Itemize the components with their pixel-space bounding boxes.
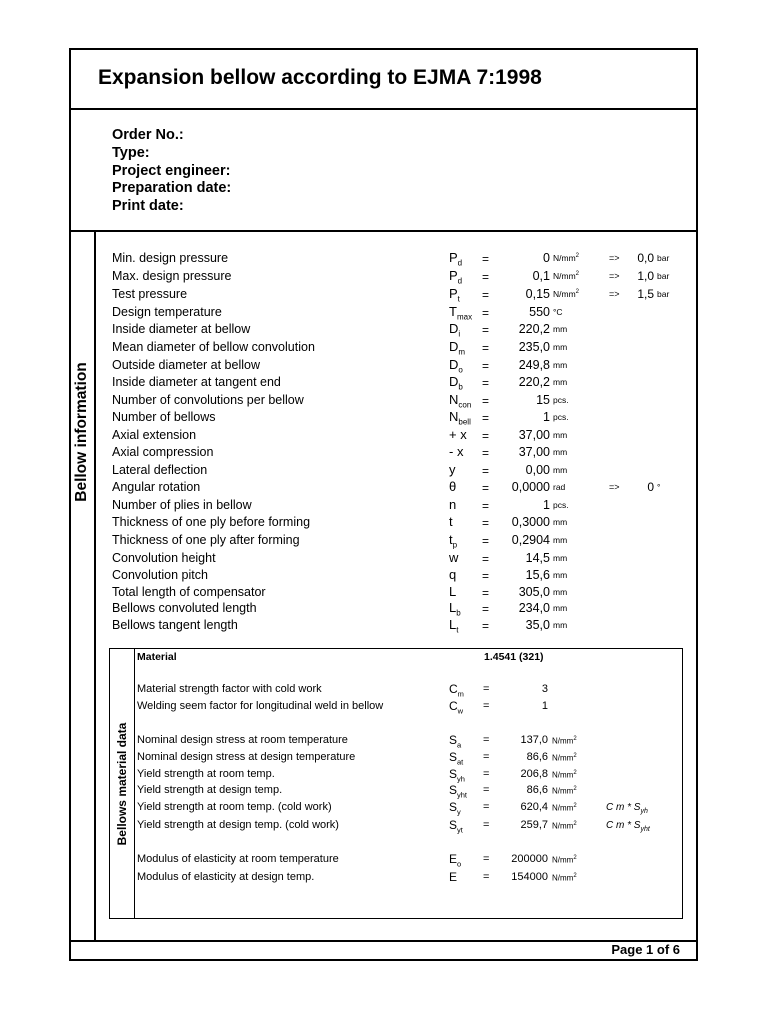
material-row-symbol: $S_{at}$ [449,750,464,767]
row-unit: $N/mm^2$ [553,289,580,299]
row-label: Inside diameter at bellow [112,322,251,336]
row-unit: mm [553,603,568,613]
row-symbol: + x [449,427,467,442]
row-unit: mm [553,620,568,630]
material-row-symbol: $S_a$ [449,733,462,750]
row-value: 220,2 [518,322,550,336]
row-equals: = [482,534,490,548]
row-label: Axial extension [112,428,197,442]
row-unit: °C [553,307,563,317]
section-label-bellows-material-data: Bellows material data [115,722,129,846]
row-unit: pcs. [553,395,569,405]
row-value: 35,0 [525,618,550,632]
material-row-value: 200000 [511,853,548,865]
material-row-unit: $N/mm^2$ [552,873,577,883]
material-row-value: 86,6 [526,784,548,796]
row-unit: mm [553,377,568,387]
row-label: Thickness of one ply before forming [112,515,311,529]
row-equals: = [482,569,490,583]
material-row-equals: = [483,819,490,831]
bellow-row [0,409,768,427]
bellow-row [0,392,768,410]
header-type: Type: [112,145,150,161]
bellow-row [0,497,768,515]
row-unit: mm [553,430,568,440]
row-symbol: t [449,514,453,529]
row-label: Number of plies in bellow [112,498,252,512]
material-row-unit: $N/mm^2$ [552,770,577,780]
material-row-symbol: $S_{yht}$ [449,783,468,800]
header-divider [69,230,698,232]
row-equals: = [482,376,490,390]
material-row-unit: $N/mm^2$ [552,821,577,831]
row-equals: = [482,602,490,616]
material-row [0,750,768,766]
material-row-label: Yield strength at design temp. (cold work) [137,819,339,831]
row-unit: mm [553,517,568,527]
material-row-unit: $N/mm^2$ [552,736,577,746]
row-unit-converted: bar [657,271,670,281]
row-equals: = [482,411,490,425]
material-row-value: 1 [541,700,548,712]
material-row-equals: = [483,853,490,865]
row-label: Lateral deflection [112,463,208,477]
header-project-engineer: Project engineer: [112,163,231,179]
material-row [0,818,768,834]
bellow-row [0,514,768,532]
material-row-label: Modulus of elasticity at design temp. [137,871,315,883]
material-row-unit: $N/mm^2$ [552,786,577,796]
row-value: 0,15 [525,287,550,301]
material-row [0,699,768,715]
material-row-symbol: $S_y$ [449,800,461,817]
row-equals: = [482,586,490,600]
row-equals: = [482,429,490,443]
row-unit: mm [553,324,568,334]
bellow-row [0,374,768,392]
row-value: 234,0 [518,601,550,615]
bellow-row [0,479,768,497]
bellow-row [0,550,768,568]
bellow-row [0,600,768,618]
material-row-symbol: $C_m$ [449,682,464,699]
row-label: Thickness of one ply after forming [112,533,300,547]
row-value: 0,00 [525,463,550,477]
bellow-row [0,427,768,445]
row-value-converted: 1,5 [637,287,654,301]
material-row-label: Nominal design stress at room temperature [137,734,348,746]
material-row-label: Nominal design stress at design temperature [137,751,356,763]
bellow-row [0,617,768,635]
row-symbol: $N_{bell}$ [449,409,471,427]
row-value: 220,2 [518,375,550,389]
row-arrow: => [609,271,620,281]
material-row-value: 259,7 [520,819,548,831]
row-value: 1 [543,410,550,424]
row-unit: $N/mm^2$ [553,271,580,281]
bellow-row [0,357,768,375]
row-label: Angular rotation [112,480,201,494]
material-row-label: Modulus of elasticity at room temperature [137,853,339,865]
row-symbol: - x [449,444,464,459]
row-value-converted: 0 [647,480,654,494]
row-value: 15 [536,393,550,407]
material-row [0,733,768,749]
row-unit: mm [553,447,568,457]
row-unit: mm [553,570,568,580]
material-row-label: Yield strength at room temp. [137,768,275,780]
material-row-value: 206,8 [520,768,548,780]
row-label: Axial compression [112,445,214,459]
section-label-bellow-information: Bellow information [73,362,90,502]
row-symbol: q [449,567,457,582]
row-label: Bellows convoluted length [112,601,257,615]
row-symbol: θ [449,479,457,494]
material-row-value: 3 [541,683,548,695]
row-value: 1 [543,498,550,512]
row-value: 0,1 [532,269,550,283]
row-equals: = [482,481,490,495]
material-row [0,783,768,799]
page-number: Page 1 of 6 [611,942,680,957]
material-row-equals: = [483,700,490,712]
row-unit: mm [553,535,568,545]
row-unit: $N/mm^2$ [553,253,580,263]
row-symbol: y [449,462,456,477]
row-unit: mm [553,553,568,563]
material-row-unit: $N/mm^2$ [552,803,577,813]
bellow-row [0,532,768,550]
row-value: 249,8 [518,358,550,372]
row-equals: = [482,394,490,408]
footer-divider [69,940,698,942]
row-unit: mm [553,360,568,370]
material-row-symbol: $S_{yh}$ [449,767,465,784]
material-row-equals: = [483,751,490,763]
row-value: 235,0 [518,340,550,354]
document-title: Expansion bellow according to EJMA 7:1998 [98,66,542,89]
row-unit: pcs. [553,412,569,422]
row-symbol: $T_{max}$ [449,304,473,322]
row-label: Outside diameter at bellow [112,358,260,372]
row-equals: = [482,270,490,284]
material-row-equals: = [483,871,490,883]
row-label: Design temperature [112,305,222,319]
row-equals: = [482,306,490,320]
bellow-row [0,250,768,268]
material-row-formula: C m * $S_{yht}$ [606,820,650,833]
row-equals: = [482,323,490,337]
header-print-date: Print date: [112,198,184,214]
material-row-unit: $N/mm^2$ [552,855,577,865]
material-row-label: Yield strength at room temp. (cold work) [137,801,332,813]
material-row-equals: = [483,768,490,780]
row-label: Convolution height [112,551,216,565]
row-label: Total length of compensator [112,585,266,599]
bellow-row [0,321,768,339]
row-symbol: $P_d$ [449,250,463,268]
row-symbol: $D_i$ [449,321,461,339]
material-row [0,682,768,698]
material-row-symbol: $E_o$ [449,852,462,869]
row-value: 305,0 [518,585,550,599]
row-arrow: => [609,253,620,263]
bellow-row [0,567,768,585]
material-row-value: 86,6 [526,751,548,763]
bellow-row [0,268,768,286]
row-equals: = [482,252,490,266]
row-label: Inside diameter at tangent end [112,375,281,389]
row-unit-converted: bar [657,289,670,299]
material-row-formula: C m * $S_{yh}$ [606,802,648,815]
row-value-converted: 1,0 [637,269,654,283]
row-equals: = [482,552,490,566]
row-symbol: $t_p$ [449,532,458,550]
row-symbol: $L_b$ [449,600,461,618]
row-unit: mm [553,465,568,475]
row-unit-converted: ° [657,482,661,492]
row-equals: = [482,341,490,355]
row-symbol: n [449,497,457,512]
material-row-label: Yield strength at design temp. [137,784,283,796]
row-symbol: $N_{con}$ [449,392,472,410]
material-row-value: 137,0 [520,734,548,746]
row-equals: = [482,499,490,513]
row-value: 14,5 [525,551,550,565]
header-preparation-date: Preparation date: [112,180,232,196]
row-symbol: $P_d$ [449,268,463,286]
row-equals: = [482,516,490,530]
row-symbol: $D_b$ [449,374,463,392]
row-label: Max. design pressure [112,269,232,283]
row-unit: rad [553,482,566,492]
title-divider [69,108,698,110]
bellow-row [0,304,768,322]
row-equals: = [482,619,490,633]
row-symbol: L [449,584,457,599]
row-label: Convolution pitch [112,568,208,582]
row-equals: = [482,464,490,478]
material-row-symbol: $C_w$ [449,699,464,716]
row-arrow: => [609,289,620,299]
row-arrow: => [609,482,620,492]
bellow-row [0,444,768,462]
row-value: 37,00 [518,428,550,442]
row-value-converted: 0,0 [637,251,654,265]
row-label: Mean diameter of bellow convolution [112,340,315,354]
row-symbol: $D_o$ [449,357,463,375]
row-equals: = [482,359,490,373]
bellow-row [0,339,768,357]
material-label: Material [137,651,177,663]
row-value: 0,0000 [511,480,550,494]
material-row-label: Material strength factor with cold work [137,683,322,695]
row-label: Min. design pressure [112,251,229,265]
row-label: Number of bellows [112,410,216,424]
row-unit: mm [553,587,568,597]
material-value: 1.4541 (321) [484,651,544,663]
row-equals: = [482,288,490,302]
row-symbol: $L_t$ [449,617,459,635]
material-row-value: 154000 [511,871,548,883]
material-row [0,800,768,816]
material-row [0,767,768,783]
row-equals: = [482,446,490,460]
row-symbol: $P_t$ [449,286,460,304]
header-order-no: Order No.: [112,127,184,143]
row-value: 15,6 [525,568,550,582]
material-row-value: 620,4 [520,801,548,813]
material-row [0,870,768,886]
material-row-equals: = [483,801,490,813]
row-value: 0,2904 [511,533,550,547]
row-unit: mm [553,342,568,352]
row-label: Number of convolutions per bellow [112,393,304,407]
bellow-row [0,286,768,304]
material-row-symbol: E [449,870,458,884]
material-row-unit: $N/mm^2$ [552,753,577,763]
row-label: Bellows tangent length [112,618,238,632]
material-row-symbol: $S_{yt}$ [449,818,463,835]
row-value: 0,3000 [511,515,550,529]
material-row-equals: = [483,784,490,796]
row-symbol: $D_m$ [449,339,466,357]
material-row-label: Welding seem factor for longitudinal weld in bellow [137,700,384,712]
row-value: 550 [529,305,550,319]
row-unit-converted: bar [657,253,670,263]
material-row [0,852,768,868]
row-unit: pcs. [553,500,569,510]
row-value: 37,00 [518,445,550,459]
material-row-equals: = [483,683,490,695]
material-row-equals: = [483,734,490,746]
row-value: 0 [543,251,550,265]
row-label: Test pressure [112,287,188,301]
bellow-row [0,462,768,480]
row-symbol: w [449,550,459,565]
